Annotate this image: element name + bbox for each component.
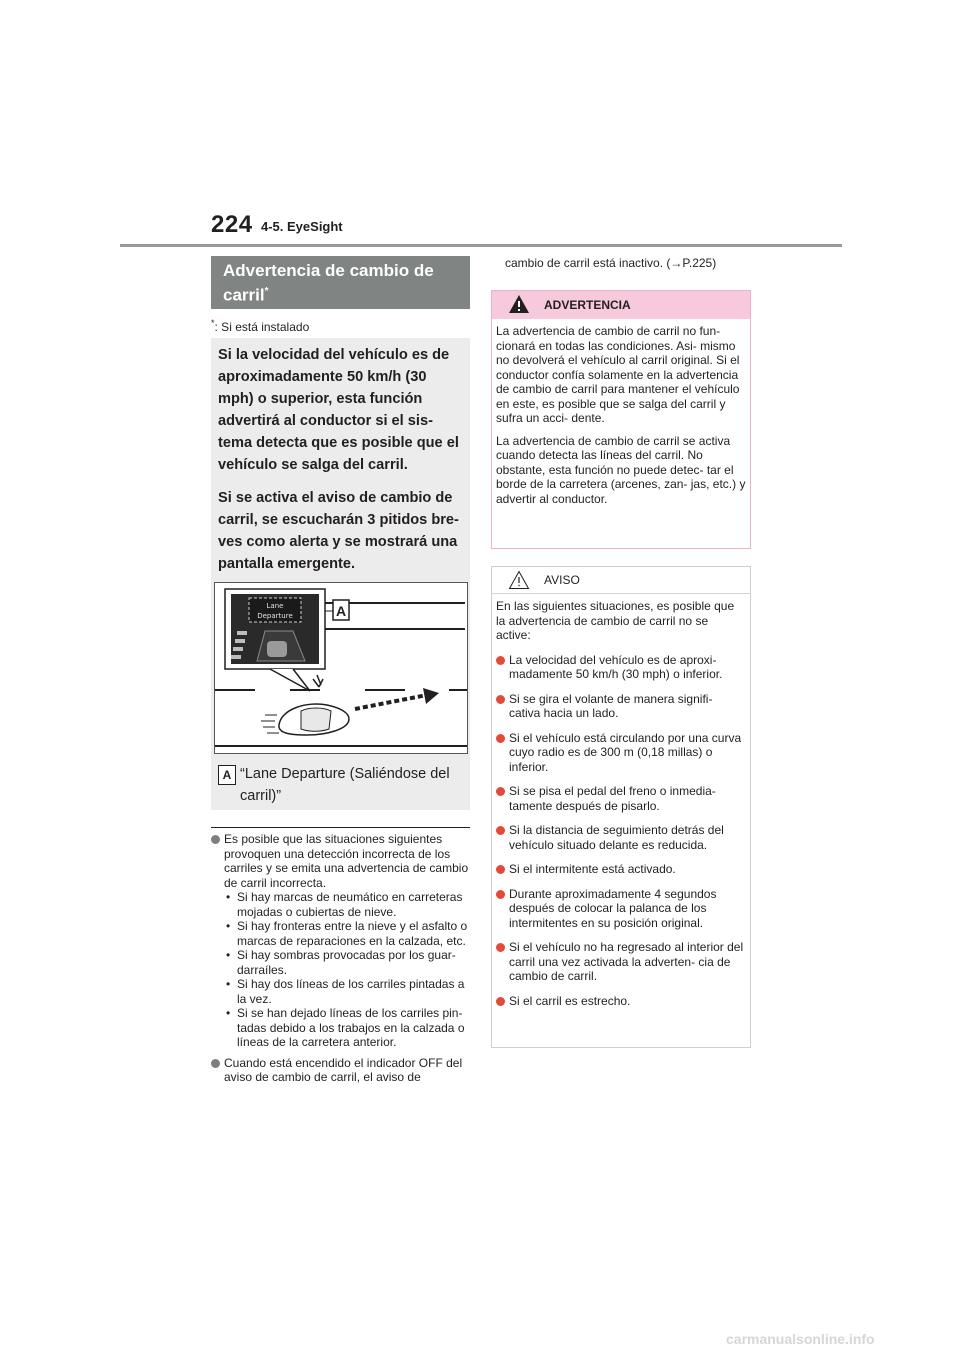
list-item: Si se gira el volante de manera signifi- cativa hacia un lado. (496, 692, 746, 721)
list-item (211, 832, 473, 1050)
warning-paragraph: La advertencia de cambio de carril no fun- cionará en todas las condiciones. Asi- mismo no devolverá el vehículo al carril original. Si el conductor confía solamente en la advertencia de cambio de carril para mantener el vehículo en este, es posible que se salga del carril y sufra un acci- dente. (496, 324, 740, 425)
display-pointer (270, 669, 310, 691)
watermark: carmanualsonline.info (726, 1331, 875, 1347)
notice-title: AVISO (492, 567, 750, 594)
section-label: 4-5. EyeSight (261, 219, 343, 234)
list-item: Durante aproximadamente 4 segundos después de colocar la palanca de los intermitentes en su posición original. (496, 887, 746, 931)
sub-item: • Si hay marcas de neumático en carreteras mojadas o cubiertas de nieve. (224, 890, 473, 919)
car-icon (261, 704, 349, 735)
page-number: 224 (211, 211, 253, 238)
list-item: Si el carril es estrecho. (496, 994, 746, 1009)
trajectory-arrow (355, 695, 427, 709)
notice-body (496, 599, 746, 1018)
caution-triangle-icon (508, 570, 530, 590)
list-item: Si la distancia de seguimiento detrás del vehículo situado delante es reducida. (496, 823, 746, 852)
display-car (267, 641, 287, 657)
list-item: Si se pisa el pedal del freno o inmedia- tamente después de pisarlo. (496, 784, 746, 813)
list-item: Si el vehículo no ha regresado al interior del carril una vez activada la adverten- cia de cambio de carril. (496, 940, 746, 984)
warning-paragraph: La advertencia de cambio de carril se activa cuando detecta las líneas del carril. No obstante, esta función no puede detec- tar el borde de la carretera (arcenes, zan- jas, etc.) y advertir al conductor. (496, 433, 746, 506)
footnote-text: : Si está instalado (214, 320, 310, 334)
sub-item: • Si se han dejado líneas de los carriles pin- tadas debido a los trabajos en la calzada o líneas de la carretera anterior. (224, 1006, 473, 1050)
summary-paragraph: Si se activa el aviso de cambio de carril, se escucharán 3 pitidos bre- ves como alerta y se mostrará una pantalla emergente. (218, 490, 459, 572)
arrow-head-icon (423, 688, 439, 704)
lane-departure-illustration (214, 582, 468, 754)
continuation-text: cambio de carril está inactivo. (→P.225) (505, 256, 717, 270)
summary-text (218, 344, 464, 586)
section-heading-mark: * (264, 286, 269, 297)
sub-item: • Si hay fronteras entre la nieve y el asfalto o marcas de reparaciones en la calzada, etc. (224, 919, 473, 948)
popup-text-1: Lane (266, 602, 284, 610)
list-item: Si el vehículo está circulando por una curva cuyo radio es de 300 m (0,18 millas) o inferior. (496, 731, 746, 775)
sub-item: • Si hay dos líneas de los carriles pintadas a la vez. (224, 977, 473, 1006)
note-text: Es posible que las situaciones siguientes provoquen una detección incorrecta de los carriles y se emita una advertencia de cambio de carril incorrecta. (224, 832, 469, 890)
alert-sound-icon (313, 675, 323, 687)
footnote (211, 318, 309, 334)
footnote-mark: * (211, 318, 215, 328)
warning-title: ADVERTENCIA (492, 291, 750, 319)
summary-paragraph: Si la velocidad del vehículo es de aproximadamente 50 km/h (30 mph) o superior, esta función advertirá al conductor si el sis- tema detecta que es posible que el vehículo se salga del carril. (218, 347, 459, 473)
caption-badge: A (218, 765, 236, 785)
popup-text-2: Departure (257, 612, 293, 620)
warning-triangle-icon (508, 294, 530, 314)
section-heading (211, 256, 470, 309)
list-item: Si el intermitente está activado. (496, 862, 746, 877)
callout-letter: A (335, 603, 347, 619)
caption-text: “Lane Departure (Saliéndose del carril)” (240, 766, 450, 804)
section-heading-text: Advertencia de cambio de carril (223, 261, 434, 305)
sub-item: • Si hay sombras provocadas por los guar- darraíles. (224, 948, 473, 977)
list-item: La velocidad del vehículo es de aproxi- madamente 50 km/h (30 mph) o inferior. (496, 653, 746, 682)
notes-list (211, 832, 473, 1091)
notice-intro: En las siguientes situaciones, es posible que la advertencia de cambio de carril no se active: (496, 599, 735, 642)
illustration-svg (215, 583, 467, 753)
warning-body (496, 324, 746, 514)
header-rule (120, 244, 842, 247)
notes-rule (211, 827, 470, 828)
note-text: Cuando está encendido el indicador OFF del aviso de cambio de carril, el aviso de (224, 1055, 463, 1084)
list-item (211, 1056, 473, 1085)
